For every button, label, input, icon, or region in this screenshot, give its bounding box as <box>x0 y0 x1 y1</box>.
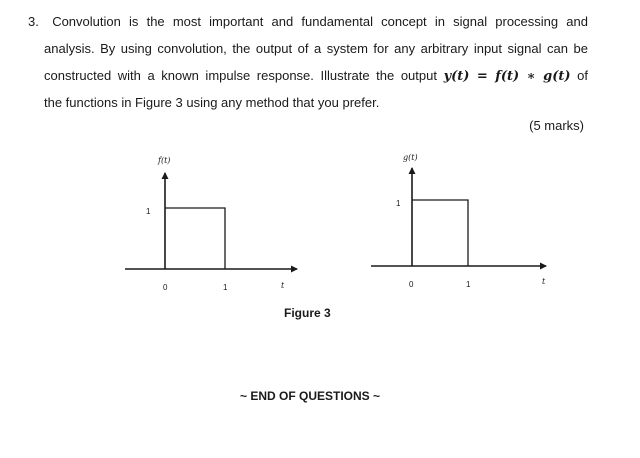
convolution-equation: y(t) = f(t) ∗ g(t) <box>443 69 571 84</box>
question-number: 3. <box>28 14 39 29</box>
g-end-label: 1 <box>466 280 471 289</box>
figure-caption: Figure 3 <box>284 306 331 320</box>
question-line-2: analysis. By using convolution, the output of a system for any arbitrary input signal can be <box>44 41 588 56</box>
g-origin-label: 0 <box>409 280 414 289</box>
g-rectangular-pulse <box>412 200 468 266</box>
question-line-3-pre: constructed with a known impulse response. Illustrate the output <box>44 68 437 83</box>
plot-f <box>125 156 297 292</box>
g-function-label: g(t) <box>403 153 418 162</box>
question-line-3-post: of <box>577 68 588 83</box>
question-line-1-text: Convolution is the most important and fundamental concept in signal processing and <box>52 14 588 29</box>
marks-label: (5 marks) <box>529 118 584 133</box>
g-axis-label: t <box>542 277 546 286</box>
g-amplitude-label: 1 <box>396 199 401 208</box>
end-of-questions: ~ END OF QUESTIONS ~ <box>240 389 381 403</box>
f-origin-label: 0 <box>163 283 168 292</box>
f-rectangular-pulse <box>165 208 225 269</box>
plot-g <box>371 153 546 289</box>
f-amplitude-label: 1 <box>146 207 151 216</box>
question-line-4: the functions in Figure 3 using any method that you prefer. <box>44 95 380 110</box>
f-end-label: 1 <box>223 283 228 292</box>
f-function-label: f(t) <box>158 156 171 165</box>
f-axis-label: t <box>281 281 285 290</box>
